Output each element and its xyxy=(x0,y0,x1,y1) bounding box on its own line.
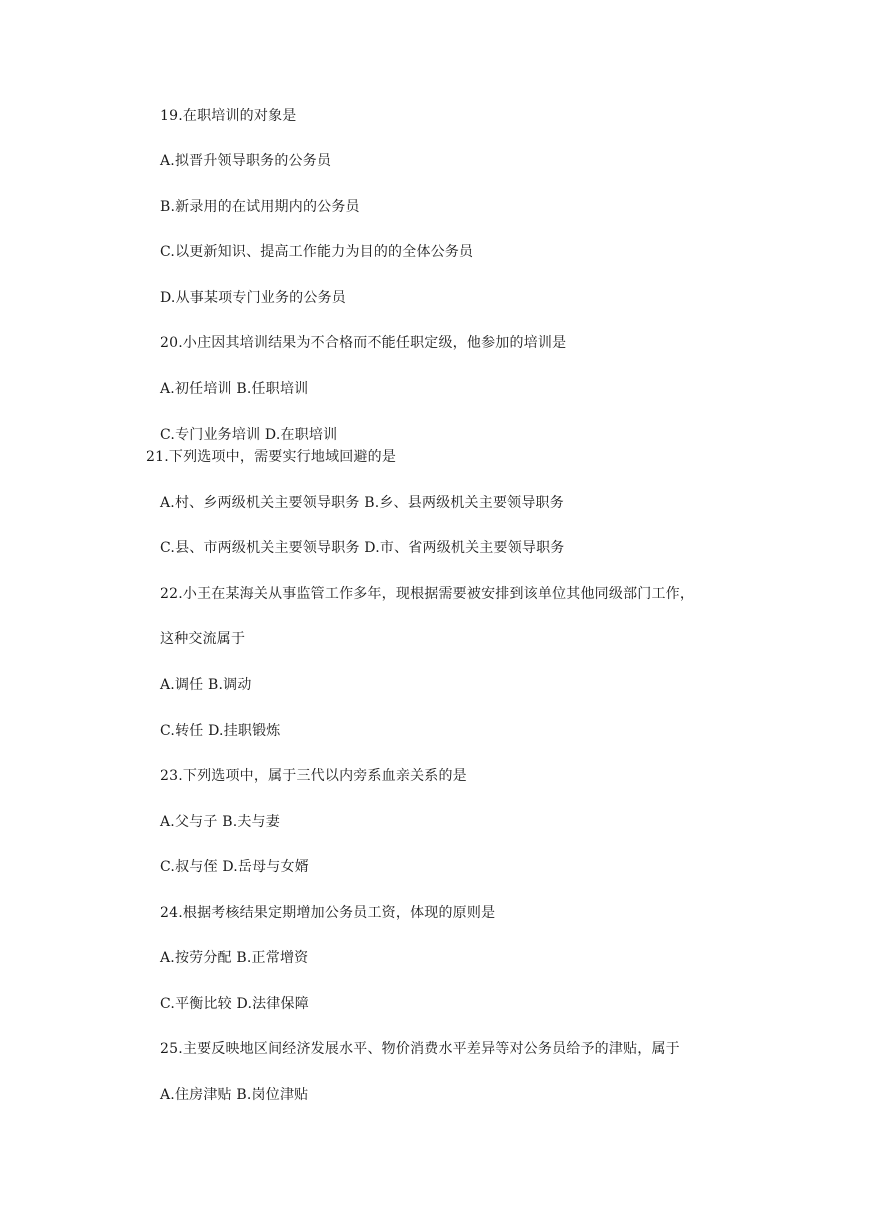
question-20: 20.小庄因其培训结果为不合格而不能任职定级，他参加的培训是 xyxy=(160,335,567,351)
question-24: 24.根据考核结果定期增加公务员工资，体现的原则是 xyxy=(160,905,496,921)
option-line: C.平衡比较 D.法律保障 xyxy=(160,996,309,1012)
question-25: 25.主要反映地区间经济发展水平、物价消费水平差异等对公务员给予的津贴，属于 xyxy=(160,1041,680,1057)
question-21: 21.下列选项中，需要实行地域回避的是 xyxy=(146,449,397,465)
option-line: A.调任 B.调动 xyxy=(160,677,252,693)
option-line: B.新录用的在试用期内的公务员 xyxy=(160,199,360,215)
option-line: A.拟晋升领导职务的公务员 xyxy=(160,153,332,169)
option-line: C.转任 D.挂职锻炼 xyxy=(160,723,281,739)
option-line: C.专门业务培训 D.在职培训 xyxy=(160,427,338,443)
option-line: A.按劳分配 B.正常增资 xyxy=(160,950,309,966)
option-line: A.初任培训 B.任职培训 xyxy=(160,381,309,397)
option-line: C.县、市两级机关主要领导职务 D.市、省两级机关主要领导职务 xyxy=(160,540,565,556)
question-19: 19.在职培训的对象是 xyxy=(160,108,297,124)
option-line: C.叔与侄 D.岳母与女婿 xyxy=(160,859,309,875)
question-22: 22.小王在某海关从事监管工作多年，现根据需要被安排到该单位其他同级部门工作， xyxy=(160,586,695,602)
option-line: A.住房津贴 B.岗位津贴 xyxy=(160,1087,309,1103)
option-line: D.从事某项专门业务的公务员 xyxy=(160,290,346,306)
option-line: C.以更新知识、提高工作能力为目的的全体公务员 xyxy=(160,244,474,260)
option-line: A.村、乡两级机关主要领导职务 B.乡、县两级机关主要领导职务 xyxy=(160,495,564,511)
question-23: 23.下列选项中，属于三代以内旁系血亲关系的是 xyxy=(160,768,467,784)
question-22-continuation: 这种交流属于 xyxy=(160,631,246,647)
option-line: A.父与子 B.夫与妻 xyxy=(160,814,280,830)
